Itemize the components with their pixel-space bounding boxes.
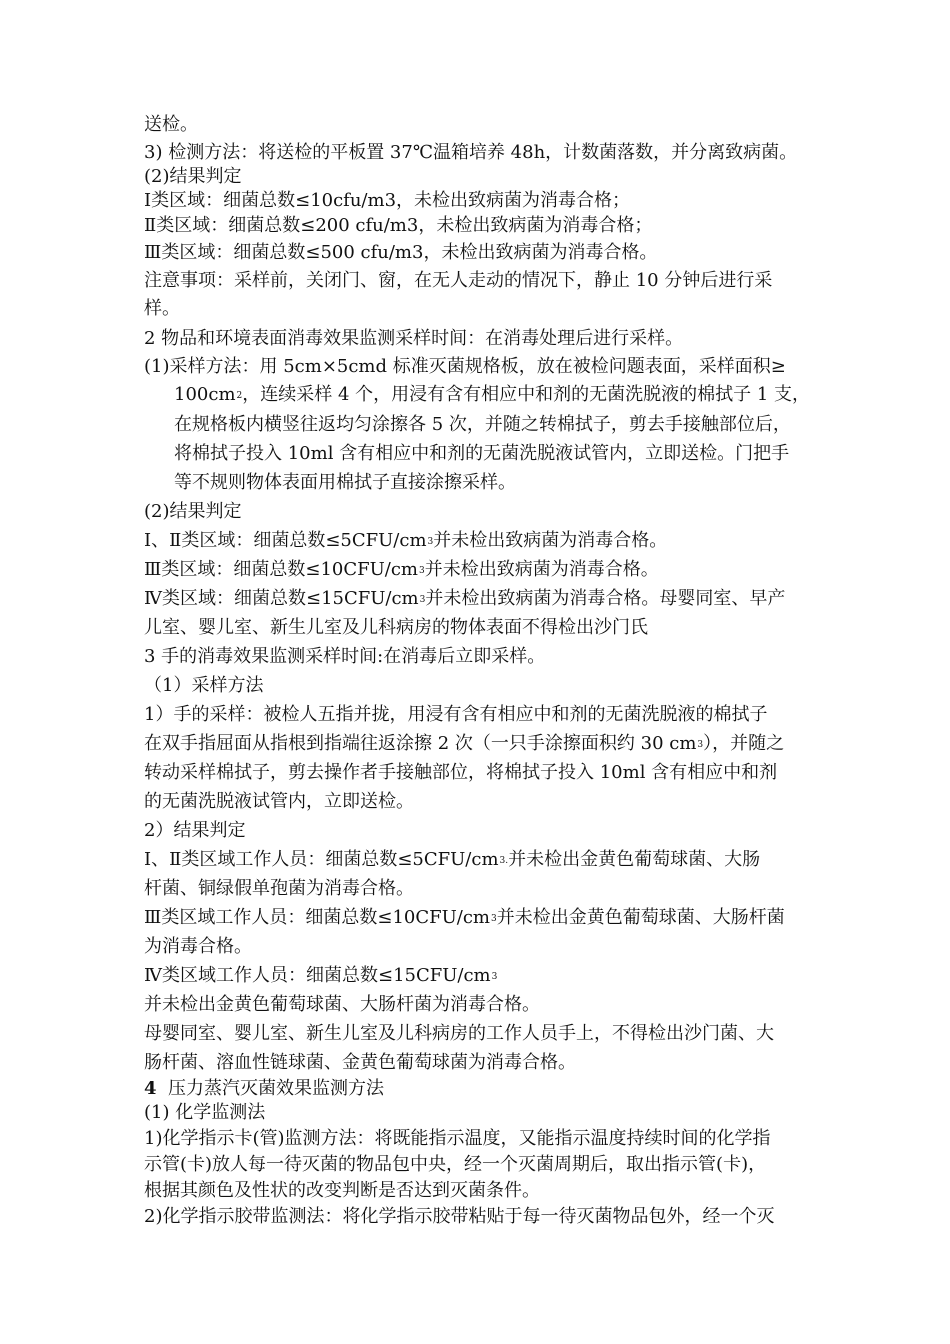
section-heading: (1) 化学监测法 xyxy=(144,1102,266,1123)
text-line: 示管(卡)放人每一待灭菌的物品包中央，经一个灭菌周期后，取出指示管(卡)， xyxy=(144,1154,767,1175)
section-heading: 2）结果判定 xyxy=(144,820,246,841)
text-line: 注意事项：采样前，关闭门、窗，在无人走动的情况下，静止 10 分钟后进行采 xyxy=(144,270,773,291)
text-line: 杆菌、铜绿假单孢菌为消毒合格。 xyxy=(144,878,414,899)
text-line: 2)化学指示胶带监测法：将化学指示胶带粘贴于每一待灭菌物品包外，经一个灭 xyxy=(144,1206,775,1227)
text-line: 并未检出金黄色葡萄球菌、大肠杆菌为消毒合格。 xyxy=(144,994,540,1015)
text-line: 肠杆菌、溶血性链球菌、金黄色葡萄球菌为消毒合格。 xyxy=(144,1052,576,1073)
section-heading: （1）采样方法 xyxy=(144,675,264,696)
text-line: Ⅲ类区域：细菌总数$\le 10CFU/cm^3$并未检出致病菌为消毒合格。 xyxy=(144,559,659,580)
text-line: 样。 xyxy=(144,298,180,319)
text-line: 儿室、婴儿室、新生儿室及儿科病房的物体表面不得检出沙门氏 xyxy=(144,617,648,638)
text-line: 的无菌洗脱液试管内，立即送检。 xyxy=(144,791,414,812)
text-line: 转动采样棉拭子，剪去操作者手接触部位，将棉拭子投入 10ml 含有相应中和剂 xyxy=(144,762,778,783)
text-line: Ⅰ、Ⅱ类区域工作人员：细菌总数$\le 5CFU/cm^{3.}$并未检出金黄色葡萄球菌、大肠 xyxy=(144,849,761,870)
text-line: Ⅰ类区域：细菌总数≤10cfu/m3，未检出致病菌为消毒合格； xyxy=(144,190,631,211)
text-line: Ⅰ、Ⅱ类区域：细菌总数$\le 5CFU/cm^3$并未检出致病菌为消毒合格。 xyxy=(144,530,668,551)
text-line: Ⅲ类区域：细菌总数≤500 cfu/m3，未检出致病菌为消毒合格。 xyxy=(144,242,658,263)
section-heading: (2)结果判定 xyxy=(144,501,242,522)
text-line: 将棉拭子投入 10ml 含有相应中和剂的无菌洗脱液试管内，立即送检。门把手 xyxy=(174,443,790,464)
text-line: 1)化学指示卡(管)监测方法：将既能指示温度，又能指示温度持续时间的化学指 xyxy=(144,1128,771,1149)
text-line: 根据其颜色及性状的改变判断是否达到灭菌条件。 xyxy=(144,1180,540,1201)
section-heading: 4 压力蒸汽灭菌效果监测方法 xyxy=(144,1078,384,1099)
text-line: 为消毒合格。 xyxy=(144,936,252,957)
text-line: 母婴同室、婴儿室、新生儿室及儿科病房的工作人员手上，不得检出沙门菌、大 xyxy=(144,1023,774,1044)
section-heading: 2 物品和环境表面消毒效果监测采样时间：在消毒处理后进行采样。 xyxy=(144,328,684,349)
text-line: 3) 检测方法：将送检的平板置 37℃温箱培养 48h，计数菌落数，并分离致病菌。 xyxy=(144,142,798,163)
text-line: $100cm^2$，连续采样 4 个，用浸有含有相应中和剂的无菌洗脱液的棉拭子 1 支， xyxy=(174,384,811,405)
text-line: Ⅳ类区域：细菌总数$\le 15CFU/cm^3$并未检出致病菌为消毒合格。母婴同室、早产 xyxy=(144,588,786,609)
text-line: 在规格板内横竖往返均匀涂擦各 5 次，并随之转棉拭子，剪去手接触部位后， xyxy=(174,414,791,435)
text-line: 等不规则物体表面用棉拭子直接涂擦采样。 xyxy=(174,472,516,493)
section-heading: 3 手的消毒效果监测采样时间:在消毒后立即采样。 xyxy=(144,646,546,667)
text-line: 送检。 xyxy=(144,114,198,135)
text-line: Ⅱ类区域：细菌总数≤200 cfu/m3，未检出致病菌为消毒合格； xyxy=(144,215,653,236)
text-line: (1)采样方法：用 5cm×5cmd 标准灭菌规格板，放在被检问题表面，采样面积≥ xyxy=(144,356,786,377)
text-line: 1）手的采样：被检人五指并拢，用浸有含有相应中和剂的无菌洗脱液的棉拭子 xyxy=(144,704,768,725)
text-line: Ⅲ类区域工作人员：细菌总数$\le 10CFU/cm^3$并未检出金黄色葡萄球菌、大肠杆菌 xyxy=(144,907,785,928)
text-line: Ⅳ类区域工作人员：细菌总数$\le 15CFU/cm^3$ xyxy=(144,965,498,986)
section-heading: (2)结果判定 xyxy=(144,166,242,187)
text-line: 在双手指屈面从指根到指端往返涂擦 2 次（一只手涂擦面积约 30 $cm^3$），并随之 xyxy=(144,733,785,754)
